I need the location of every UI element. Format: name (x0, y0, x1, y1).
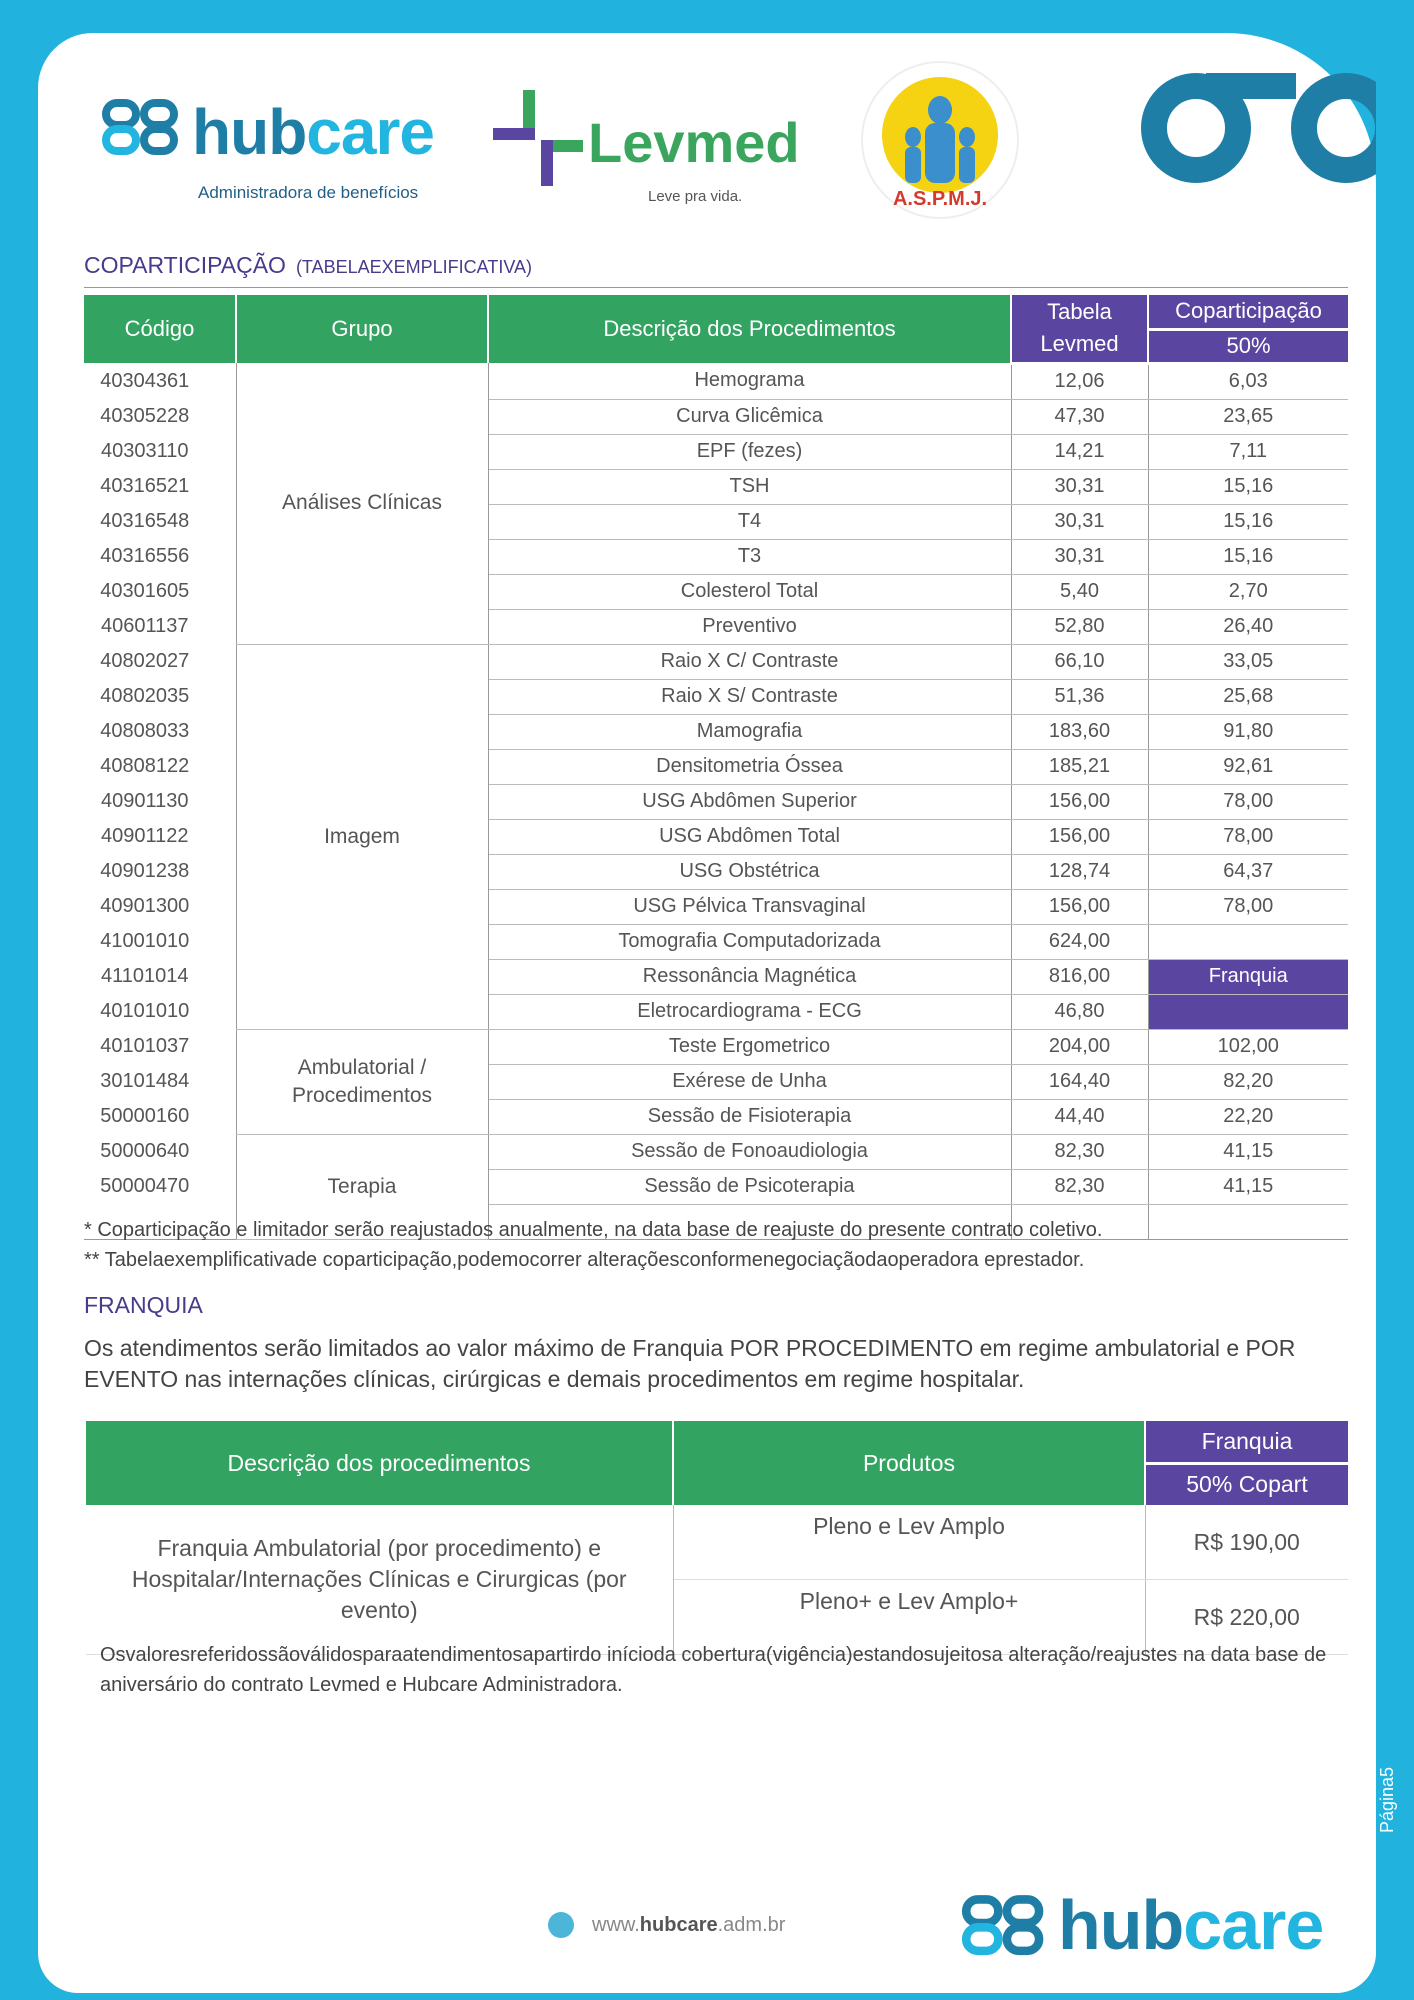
row-desc: Eletrocardiograma - ECG (488, 994, 1011, 1029)
row-desc: Teste Ergometrico (488, 1029, 1011, 1064)
row-copart: 78,00 (1148, 784, 1348, 819)
row-code: 40301605 (100, 580, 190, 602)
row-valor: 156,00 (1011, 819, 1148, 854)
row-copart: 22,20 (1148, 1099, 1348, 1134)
row-code: 40316548 (100, 510, 190, 532)
row-code: 40901130 (101, 790, 189, 812)
row-desc: Raio X C/ Contraste (488, 644, 1011, 679)
row-valor: 47,30 (1011, 399, 1148, 434)
footer-hubcare-logo (958, 1885, 1323, 1965)
row-code: 40316521 (100, 475, 190, 497)
row-copart: 64,37 (1148, 854, 1348, 889)
row-desc: USG Abdômen Superior (488, 784, 1011, 819)
franquia-produto: Pleno e Lev Amplo (673, 1505, 1145, 1580)
row-copart: 7,11 (1148, 434, 1348, 469)
table-row (84, 644, 1348, 679)
levmed-cross-icon (493, 90, 583, 190)
row-valor: 185,21 (1011, 749, 1148, 784)
row-valor: 5,40 (1011, 574, 1148, 609)
franquia-table (86, 1421, 1348, 1655)
row-copart-franquia: Franquia (1148, 959, 1348, 994)
row-desc: USG Obstétrica (488, 854, 1011, 889)
group-imagem: Imagem (236, 644, 488, 1029)
group-ambulatorial: Ambulatorial / Procedimentos (236, 1029, 488, 1134)
row-desc: Densitometria Óssea (488, 749, 1011, 784)
table-row (84, 363, 1348, 399)
row-desc: TSH (488, 469, 1011, 504)
row-desc: Exérese de Unha (488, 1064, 1011, 1099)
page-number: Página5 (1377, 1766, 1397, 1834)
row-valor: 51,36 (1011, 679, 1148, 714)
row-copart: 23,65 (1148, 399, 1348, 434)
row-code: 40601137 (101, 615, 189, 637)
hubcare-logo-care: care (306, 96, 434, 168)
row-desc: USG Pélvica Transvaginal (488, 889, 1011, 924)
row-valor: 66,10 (1011, 644, 1148, 679)
row-valor: 30,31 (1011, 504, 1148, 539)
aspmj-seal-text: A.S.P.M.J. (892, 188, 988, 210)
row-copart: 25,68 (1148, 679, 1348, 714)
group-analises: Análises Clínicas (236, 363, 488, 644)
row-valor: 30,31 (1011, 539, 1148, 574)
row-code: 40808033 (100, 720, 190, 742)
row-valor: 164,40 (1011, 1064, 1148, 1099)
coparticipacao-heading: COPARTICIPAÇÃO (84, 252, 286, 278)
row-copart: 91,80 (1148, 714, 1348, 749)
row-code: 41001010 (100, 930, 190, 952)
header-descricao: Descrição dos Procedimentos (488, 295, 1011, 363)
aspmj-seal (855, 55, 1030, 250)
row-copart: 92,61 (1148, 749, 1348, 784)
row-code: 40101037 (100, 1035, 190, 1057)
levmed-tagline: Leve pra vida. (648, 188, 743, 205)
website-brand: hubcare (639, 1913, 718, 1936)
row-valor: 30,31 (1011, 469, 1148, 504)
row-valor: 183,60 (1011, 714, 1148, 749)
row-valor: 156,00 (1011, 784, 1148, 819)
row-valor: 816,00 (1011, 959, 1148, 994)
row-code: 40901300 (100, 895, 190, 917)
row-desc: USG Abdômen Total (488, 819, 1011, 854)
aspmj-seal-icon (855, 55, 1030, 245)
coparticipacao-title (84, 252, 532, 279)
row-copart: 33,05 (1148, 644, 1348, 679)
globe-icon (548, 1912, 574, 1938)
title-divider (84, 287, 1348, 288)
website-suffix: .adm.br (717, 1913, 786, 1936)
row-desc: Colesterol Total (488, 574, 1011, 609)
group-terapia: Terapia (236, 1134, 488, 1239)
row-valor: 624,00 (1011, 924, 1148, 959)
row-valor: 12,06 (1011, 363, 1148, 399)
row-desc: Sessão de Fisioterapia (488, 1099, 1011, 1134)
note-exemplificativa: ** Tabelaexemplificativade coparticipação,podemocorrer alteraçõesconformenegociaçãodaoperadora eprestador. (84, 1249, 1085, 1271)
row-code: 50000640 (100, 1140, 190, 1162)
row-code: 40304361 (100, 369, 190, 392)
row-code: 40802027 (100, 650, 190, 672)
coparticipacao-notes (84, 1215, 1354, 1275)
website-prefix: www. (592, 1913, 640, 1936)
row-copart: 78,00 (1148, 889, 1348, 924)
franquia-text: Os atendimentos serão limitados ao valor máximo de Franquia POR PROCEDIMENTO em regime ambulatorial e POR EVENTO nas internações clínicas, cirúrgicas e demais procedimentos em regime hospitalar. (84, 1335, 1296, 1392)
header-franquia: Franquia (1145, 1421, 1348, 1463)
row-copart-franquia (1148, 994, 1348, 1029)
row-desc: Tomografia Computadorizada (488, 924, 1011, 959)
coparticipacao-subtitle: (TABELAEXEMPLIFICATIVA) (295, 257, 532, 277)
row-desc: T3 (488, 539, 1011, 574)
row-desc: Hemograma (488, 363, 1011, 399)
row-code: 40901238 (100, 860, 190, 882)
row-code: 50000160 (100, 1105, 190, 1127)
hubcare-symbol-icon (100, 97, 190, 167)
row-copart: 15,16 (1148, 504, 1348, 539)
row-copart: 15,16 (1148, 469, 1348, 504)
row-desc: Sessão de Psicoterapia (488, 1169, 1011, 1204)
header-codigo: Código (84, 295, 236, 363)
franquia-footnote: Osvaloresreferidossãoválidosparaatendimentosapartirdo inícioda cobertura(vigência)estandosujeitosa alteração/reajustes na data base de aniversário do contrato Levmed e Hubcare Administradora. (100, 1644, 1327, 1696)
table-row (86, 1505, 1348, 1580)
row-desc: Mamografia (488, 714, 1011, 749)
header-coparticipacao: Coparticipação (1148, 295, 1348, 329)
row-code: 40901122 (101, 825, 189, 847)
header-grupo: Grupo (236, 295, 488, 363)
footer-logo-hub: hub (1058, 1886, 1184, 1964)
row-copart: 82,20 (1148, 1064, 1348, 1099)
row-code: 40802035 (100, 685, 190, 707)
franquia-valor: R$ 220,00 (1145, 1580, 1348, 1655)
row-code: 41101014 (101, 965, 189, 987)
row-copart: 26,40 (1148, 609, 1348, 644)
franquia-descricao: Franquia Ambulatorial (por procedimento) e Hospitalar/Internações Clínicas e Cirurgicas (por evento) (86, 1505, 673, 1655)
row-valor: 156,00 (1011, 889, 1148, 924)
footer-logo-care: care (1183, 1886, 1324, 1964)
header-franquia-copart: 50% Copart (1145, 1463, 1348, 1505)
row-valor: 204,00 (1011, 1029, 1148, 1064)
row-desc: Preventivo (488, 609, 1011, 644)
row-valor: 46,80 (1011, 994, 1148, 1029)
row-copart: 102,00 (1148, 1029, 1348, 1064)
row-code: 40305228 (100, 405, 190, 427)
header-descricao-procedimentos: Descrição dos procedimentos (86, 1421, 673, 1505)
row-valor: 128,74 (1011, 854, 1148, 889)
table-row (84, 1029, 1348, 1064)
franquia-title: FRANQUIA (84, 1292, 203, 1318)
row-copart: 41,15 (1148, 1134, 1348, 1169)
row-valor: 44,40 (1011, 1099, 1148, 1134)
row-code: 40808122 (100, 755, 190, 777)
decorative-swirl (1056, 33, 1376, 233)
row-copart: 78,00 (1148, 819, 1348, 854)
row-desc: Raio X S/ Contraste (488, 679, 1011, 714)
hubcare-tagline: Administradora de benefícios (198, 183, 419, 202)
franquia-valor: R$ 190,00 (1145, 1505, 1348, 1580)
row-code: 40101010 (100, 1000, 190, 1022)
row-code: 40303110 (101, 440, 189, 462)
row-copart: 6,03 (1148, 363, 1348, 399)
footer-website[interactable] (548, 1912, 785, 1938)
row-valor: 52,80 (1011, 609, 1148, 644)
row-copart (1148, 924, 1348, 959)
row-desc: Curva Glicêmica (488, 399, 1011, 434)
note-reajuste: * Coparticipação e limitador serão reajustados anualmente, na data base de reajuste do presente contrato coletivo. (84, 1219, 1103, 1241)
table-row (84, 1134, 1348, 1169)
row-valor: 82,30 (1011, 1134, 1148, 1169)
row-desc: Ressonância Magnética (488, 959, 1011, 994)
franquia-produto: Pleno+ e Lev Amplo+ (673, 1580, 1145, 1655)
row-code: 50000470 (100, 1175, 190, 1197)
row-valor: 82,30 (1011, 1169, 1148, 1204)
row-code: 30101484 (100, 1070, 190, 1092)
row-valor: 14,21 (1011, 434, 1148, 469)
header-tabela-levmed: Tabela Levmed (1011, 295, 1148, 363)
row-copart: 41,15 (1148, 1169, 1348, 1204)
header-coparticipacao-percent: 50% (1148, 329, 1348, 363)
header-logos (100, 55, 1050, 255)
row-desc: T4 (488, 504, 1011, 539)
row-copart: 15,16 (1148, 539, 1348, 574)
row-code: 40316556 (100, 545, 190, 567)
row-copart: 2,70 (1148, 574, 1348, 609)
levmed-wordmark: Levmed (588, 111, 800, 174)
row-desc: EPF (fezes) (488, 434, 1011, 469)
hubcare-logo-hub: hub (192, 96, 307, 168)
coparticipacao-table (84, 295, 1348, 1240)
hubcare-symbol-icon (958, 1893, 1058, 1968)
header-produtos: Produtos (673, 1421, 1145, 1505)
row-desc: Sessão de Fonoaudiologia (488, 1134, 1011, 1169)
